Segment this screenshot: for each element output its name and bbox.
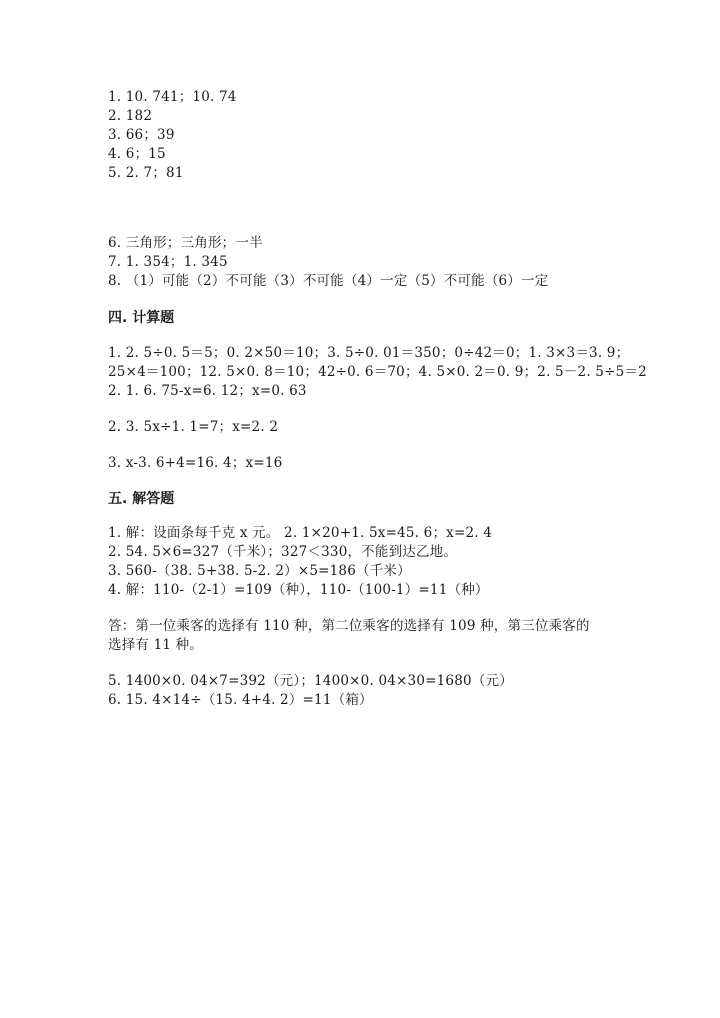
calc-line: 1. 2. 5÷0. 5＝5；0. 2×50＝10；3. 5÷0. 01＝350；0÷42＝0；1. 3×3＝3. 9；	[108, 345, 630, 361]
solution-line: 答：第一位乘客的选择有 110 种，第二位乘客的选择有 109 种，第三位乘客的	[108, 618, 590, 634]
answer-line: 2. 182	[108, 108, 153, 124]
calc-line: 3. x-3. 6+4=16. 4；x=16	[108, 455, 283, 471]
calc-line: 2. 1. 6. 75-x=6. 12；x=0. 63	[108, 383, 307, 399]
section-heading-calculation: 四. 计算题	[108, 310, 175, 326]
solution-line: 选择有 11 种。	[108, 637, 204, 653]
calc-line: 2. 3. 5x÷1. 1=7；x=2. 2	[108, 419, 279, 435]
answer-line: 4. 6；15	[108, 146, 166, 162]
solution-line: 1. 解：设面条每千克 x 元。 2. 1×20+1. 5x=45. 6；x=2. 4	[108, 525, 493, 541]
answer-line: 6. 三角形；三角形；一半	[108, 235, 263, 251]
solution-line: 4. 解：110-（2-1）=109（种），110-（100-1）=11（种）	[108, 582, 489, 598]
answer-line: 3. 66；39	[108, 127, 175, 143]
calc-line: 25×4＝100；12. 5×0. 8＝10；42÷0. 6＝70；4. 5×0. 2＝0. 9；2. 5－2. 5÷5＝2	[108, 364, 647, 380]
solution-line: 2. 54. 5×6=327（千米）；327＜330，不能到达乙地。	[108, 544, 458, 560]
section-heading-word-problems: 五. 解答题	[108, 491, 175, 507]
solution-line: 5. 1400×0. 04×7=392（元）；1400×0. 04×30=1680（元）	[108, 673, 513, 689]
answer-line: 8. （1）可能（2）不可能（3）不可能（4）一定（5）不可能（6）一定	[108, 273, 549, 289]
answer-line: 1. 10. 741；10. 74	[108, 89, 237, 105]
solution-line: 3. 560-（38. 5+38. 5-2. 2）×5=186（千米）	[108, 563, 411, 579]
solution-line: 6. 15. 4×14÷（15. 4+4. 2）=11（箱）	[108, 692, 373, 708]
answer-line: 5. 2. 7；81	[108, 165, 184, 181]
answer-line: 7. 1. 354；1. 345	[108, 254, 228, 270]
